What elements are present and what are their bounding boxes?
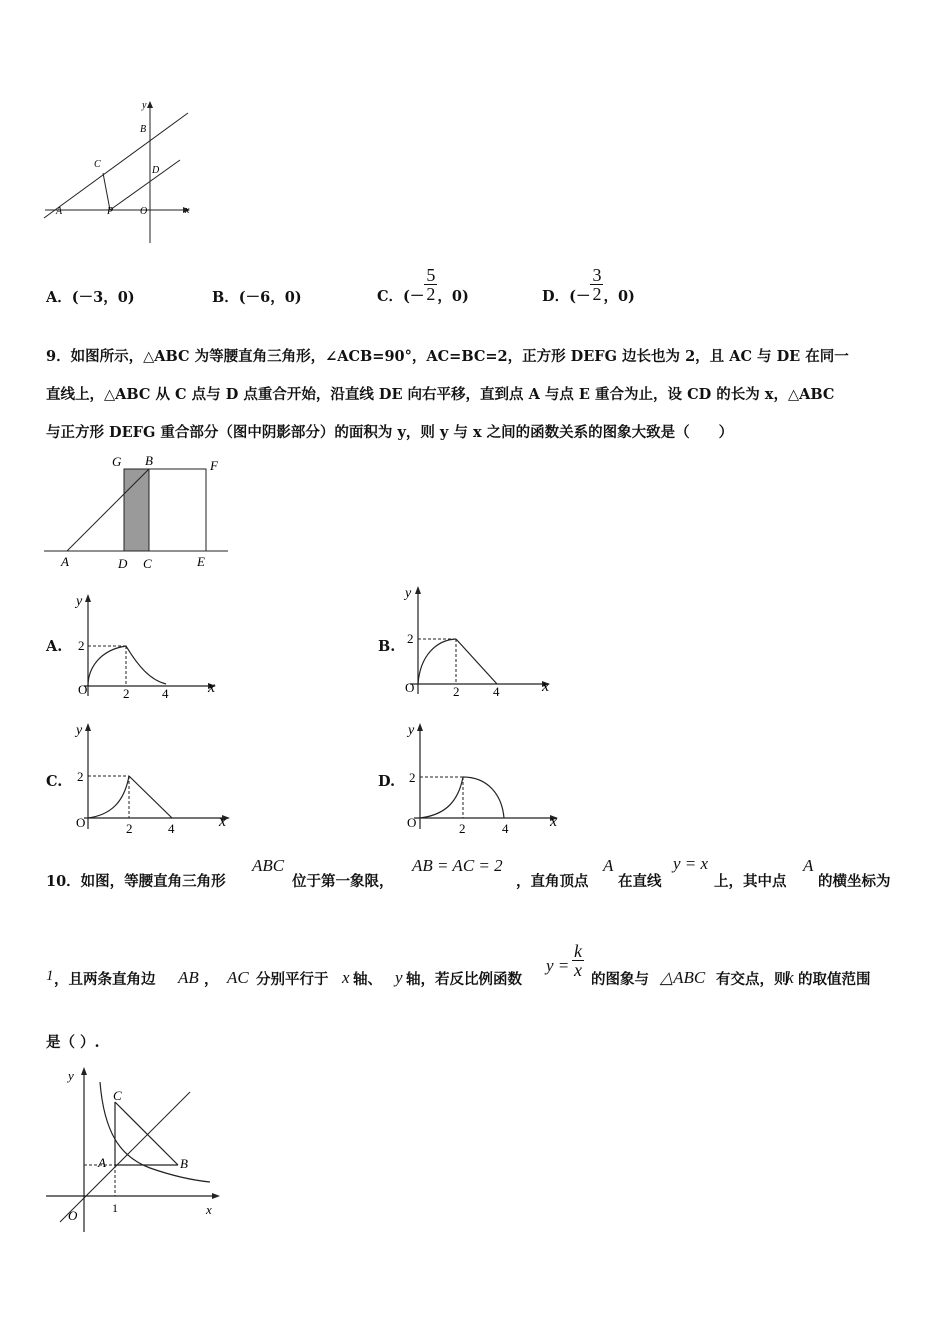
math-k: k bbox=[786, 968, 794, 987]
label-b: B bbox=[140, 124, 147, 135]
label-x: x bbox=[208, 679, 216, 696]
text: ，直角顶点 bbox=[516, 873, 589, 890]
q9-line-2: 直线上，△ABC 从 C 点与 D 点重合开始，沿直线 DE 向右平移，直到点 A 与点 E 重合为止，设 CD 的长为 x，△ABC bbox=[46, 386, 835, 403]
q8-option-d[interactable] bbox=[542, 262, 635, 306]
q9-option-c[interactable]: C. bbox=[46, 773, 63, 790]
label-o: O bbox=[68, 1208, 78, 1223]
q8-option-b[interactable] bbox=[212, 286, 302, 307]
math-eq: AB = AC = 2 bbox=[412, 856, 503, 875]
line-segment bbox=[456, 639, 497, 684]
label-1: 1 bbox=[112, 1201, 118, 1215]
label-y: y bbox=[405, 586, 412, 601]
label-x: x bbox=[206, 1202, 212, 1217]
y-arrow bbox=[85, 723, 91, 731]
text: 的取值范围 bbox=[798, 971, 871, 988]
label-f: F bbox=[210, 458, 218, 473]
text: 有交点，则 bbox=[716, 971, 789, 988]
tick-4: 4 bbox=[502, 821, 509, 836]
option-text: (－6，0) bbox=[238, 289, 302, 306]
tick-4: 4 bbox=[493, 684, 500, 699]
label-y: y bbox=[142, 100, 147, 111]
math-line: y = x bbox=[673, 854, 709, 873]
text: 在直线 bbox=[618, 873, 662, 890]
line-segment bbox=[129, 776, 172, 818]
q9-figure bbox=[44, 452, 228, 572]
fraction-denominator: x bbox=[574, 960, 582, 980]
q8-option-c[interactable] bbox=[377, 262, 469, 306]
math-ac: AC bbox=[227, 968, 249, 987]
y-arrow bbox=[147, 101, 153, 108]
label-p: P bbox=[107, 206, 114, 217]
text: 上，其中点 bbox=[714, 873, 787, 890]
text: 的图象与 bbox=[591, 971, 649, 988]
label-x: x bbox=[542, 678, 550, 695]
math-one: 1 bbox=[46, 968, 54, 984]
option-suffix: ，0) bbox=[437, 287, 469, 305]
label-a: A bbox=[56, 206, 63, 217]
fraction-denominator: 2 bbox=[592, 283, 602, 304]
line-ab bbox=[44, 113, 188, 218]
option-prefix: (－ bbox=[569, 287, 591, 305]
q9-option-a[interactable]: A. bbox=[46, 638, 63, 655]
label-b: B bbox=[145, 453, 153, 468]
text: 10．如图，等腰直角三角形 bbox=[46, 873, 226, 890]
text: 位于第一象限， bbox=[292, 873, 394, 890]
q10-line-3: 是（ ）. bbox=[46, 1034, 100, 1051]
hypotenuse-cb bbox=[115, 1102, 178, 1165]
label-o: O bbox=[78, 682, 88, 697]
tick-2: 2 bbox=[459, 821, 466, 836]
curve bbox=[88, 776, 129, 818]
label-o: O bbox=[76, 815, 86, 830]
func-lhs: y = bbox=[546, 956, 570, 975]
label-y: y bbox=[76, 594, 83, 609]
fraction-denominator: 2 bbox=[426, 283, 436, 304]
label-x: x bbox=[219, 813, 227, 830]
tick-4: 4 bbox=[168, 821, 175, 836]
label-d: D bbox=[118, 556, 128, 571]
tick-2: 2 bbox=[123, 686, 130, 700]
label-o: O bbox=[407, 815, 417, 830]
label-d: D bbox=[152, 165, 160, 176]
label-x: x bbox=[185, 205, 190, 216]
y-arrow bbox=[415, 586, 421, 594]
label-x: x bbox=[550, 813, 558, 830]
text: 的横坐标为 bbox=[818, 873, 891, 890]
q8-option-a[interactable] bbox=[46, 286, 135, 307]
label-e: E bbox=[197, 554, 205, 569]
option-suffix: ，0) bbox=[603, 287, 635, 305]
math-ab: AB bbox=[178, 968, 199, 987]
math-a2: A bbox=[803, 856, 814, 875]
curve bbox=[88, 646, 166, 686]
graph-d[interactable] bbox=[402, 715, 568, 839]
tick-2: 2 bbox=[126, 821, 133, 836]
y-arrow bbox=[417, 723, 423, 731]
line-pd bbox=[110, 160, 180, 210]
graph-a[interactable] bbox=[70, 588, 222, 700]
q9-line-1: 9．如图所示，△ABC 为等腰直角三角形，∠ACB=90°，AC=BC=2，正方形 DEFG 边长也为 2，且 AC 与 DE 在同一 bbox=[46, 348, 849, 365]
graph-c[interactable] bbox=[70, 715, 238, 839]
graph-b[interactable] bbox=[400, 580, 560, 700]
label-g: G bbox=[112, 454, 122, 469]
label-c: C bbox=[94, 159, 101, 170]
option-letter: B． bbox=[212, 289, 239, 306]
label-y: y bbox=[408, 723, 415, 738]
fraction bbox=[424, 266, 437, 303]
q10-figure bbox=[40, 1062, 225, 1237]
label-a: A bbox=[98, 1155, 106, 1170]
label-2: 2 bbox=[77, 769, 84, 784]
x-arrow bbox=[212, 1193, 220, 1199]
math-y: y bbox=[395, 968, 403, 987]
option-prefix: (－ bbox=[403, 287, 425, 305]
q9-option-d[interactable]: D. bbox=[378, 773, 396, 790]
q8-figure bbox=[40, 98, 200, 248]
func-fraction bbox=[572, 942, 584, 979]
option-text: (－3，0) bbox=[71, 289, 135, 306]
math-abc: ABC bbox=[252, 856, 285, 875]
arc bbox=[463, 777, 504, 818]
label-c: C bbox=[113, 1088, 122, 1103]
text: 轴、 bbox=[353, 971, 382, 988]
label-2: 2 bbox=[78, 638, 85, 653]
y-arrow bbox=[81, 1067, 87, 1075]
label-o: O bbox=[405, 680, 415, 695]
q9-line-3: 与正方形 DEFG 重合部分（图中阴影部分）的面积为 y，则 y 与 x 之间的函数关系的图象大致是（ ） bbox=[46, 424, 734, 441]
label-c: C bbox=[143, 556, 152, 571]
fraction-numerator: 3 bbox=[592, 264, 602, 285]
fraction bbox=[590, 266, 603, 303]
curve bbox=[420, 777, 463, 818]
fraction-numerator: 5 bbox=[426, 264, 436, 285]
text: 分别平行于 bbox=[256, 971, 329, 988]
y-arrow bbox=[85, 594, 91, 602]
label-o: O bbox=[140, 206, 148, 217]
label-y: y bbox=[76, 723, 83, 738]
fraction-numerator: k bbox=[574, 941, 582, 961]
option-letter: C． bbox=[377, 287, 404, 305]
math-x: x bbox=[342, 968, 350, 987]
tick-2: 2 bbox=[453, 684, 460, 699]
label-y: y bbox=[68, 1068, 74, 1083]
text: 轴，若反比例函数 bbox=[406, 971, 522, 988]
label-b: B bbox=[180, 1156, 188, 1171]
math-a: A bbox=[603, 856, 614, 875]
option-letter: A． bbox=[46, 289, 72, 306]
label-2: 2 bbox=[409, 770, 416, 785]
label-a: A bbox=[61, 554, 69, 569]
curve bbox=[418, 639, 456, 684]
label-2: 2 bbox=[407, 631, 414, 646]
text: ，且两条直角边 bbox=[54, 971, 156, 988]
option-letter: D． bbox=[542, 287, 570, 305]
tick-4: 4 bbox=[162, 686, 169, 700]
math-triangle: △ABC bbox=[660, 968, 706, 987]
text: ， bbox=[204, 971, 219, 988]
segment-cp bbox=[103, 173, 110, 210]
q9-option-b[interactable]: B. bbox=[378, 638, 396, 655]
